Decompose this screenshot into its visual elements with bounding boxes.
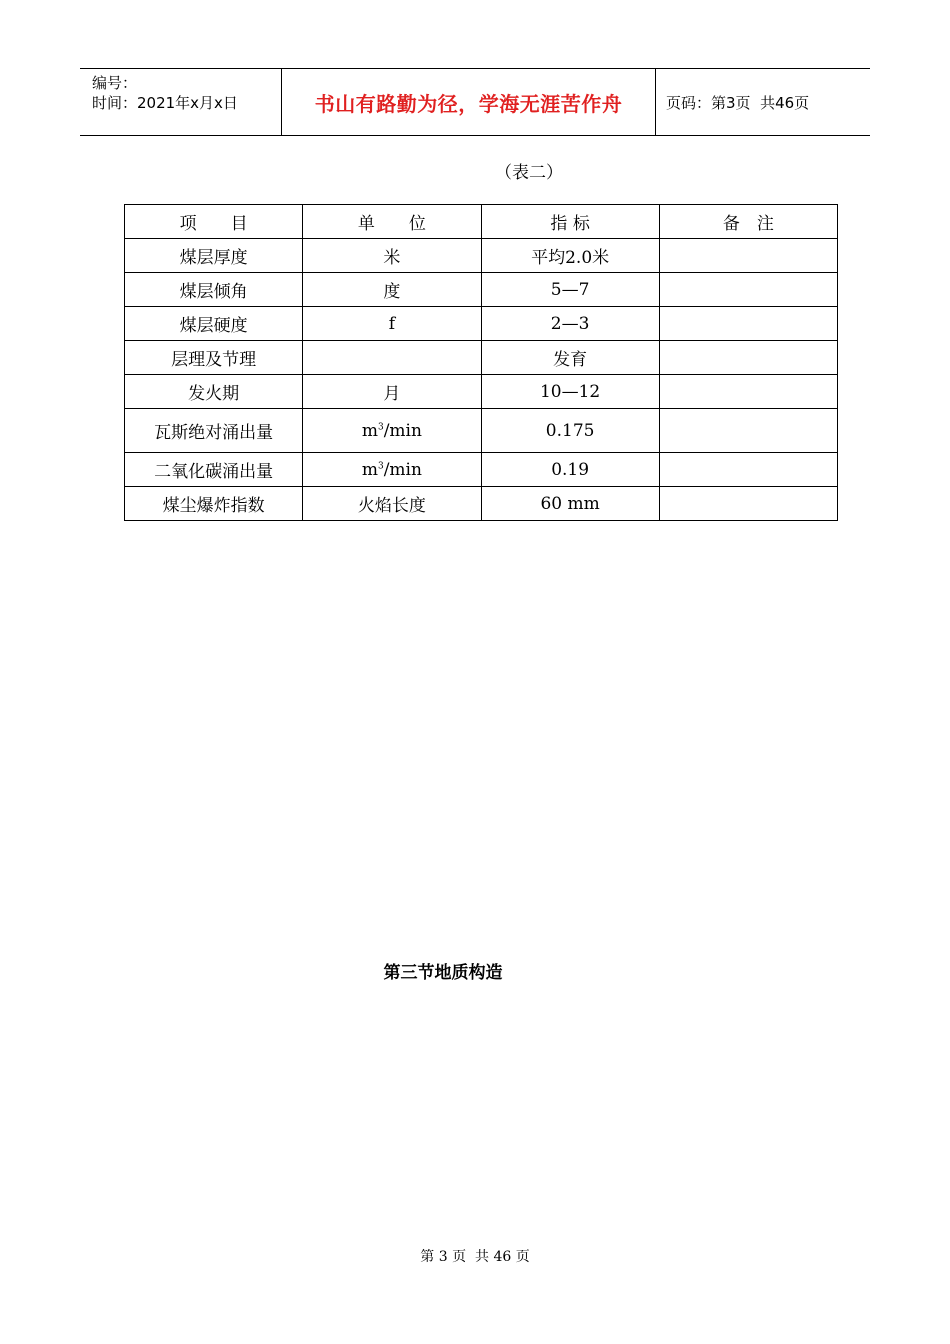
cell-unit: f xyxy=(303,307,481,341)
table-row xyxy=(125,273,838,307)
header-unit: 单 位 xyxy=(303,205,481,239)
header-motto: 书山有路勤为径，学海无涯苦作舟 xyxy=(282,69,656,135)
cell-remarks xyxy=(659,409,837,453)
header-page-info: 页码：第3页 共46页 xyxy=(666,93,810,112)
document-number-label: 编号： xyxy=(92,74,138,92)
header-item: 项 目 xyxy=(125,205,303,239)
cell-remarks xyxy=(659,307,837,341)
cell-item: 层理及节理 xyxy=(125,341,303,375)
header-remarks: 备 注 xyxy=(659,205,837,239)
table-row xyxy=(125,453,838,487)
cell-remarks xyxy=(659,487,837,521)
cell-index: 0.175 xyxy=(481,409,659,453)
table-row xyxy=(125,239,838,273)
cell-item: 煤层倾角 xyxy=(125,273,303,307)
unit-rest: /min xyxy=(383,420,422,441)
cell-index: 5—7 xyxy=(481,273,659,307)
table-row xyxy=(125,487,838,521)
unit-rest: /min xyxy=(383,459,422,480)
cell-remarks xyxy=(659,375,837,409)
cell-unit: 米 xyxy=(303,239,481,273)
cell-index: 2—3 xyxy=(481,307,659,341)
cell-unit-superscript xyxy=(303,409,481,453)
cell-index: 发育 xyxy=(481,341,659,375)
header-meta xyxy=(80,69,282,135)
cell-unit-superscript xyxy=(303,453,481,487)
cell-index: 平均2.0米 xyxy=(481,239,659,273)
table-row xyxy=(125,341,838,375)
cell-unit: 月 xyxy=(303,375,481,409)
cell-unit: 火焰长度 xyxy=(303,487,481,521)
cell-item: 煤层硬度 xyxy=(125,307,303,341)
cell-remarks xyxy=(659,341,837,375)
unit-exponent: 3 xyxy=(377,460,384,471)
cell-item: 二氧化碳涌出量 xyxy=(125,453,303,487)
table-row xyxy=(125,409,838,453)
table-row xyxy=(125,375,838,409)
cell-index: 0.19 xyxy=(481,453,659,487)
cell-remarks xyxy=(659,273,837,307)
cell-item: 瓦斯绝对涌出量 xyxy=(125,409,303,453)
section-title: 第三节地质构造 xyxy=(383,963,503,983)
page-header xyxy=(80,68,870,136)
document-time-label: 时间：2021年x月x日 xyxy=(92,94,238,112)
unit-base: m xyxy=(361,420,378,441)
unit-base: m xyxy=(361,459,378,480)
table-caption: （表二） xyxy=(495,163,563,183)
header-index: 指 标 xyxy=(481,205,659,239)
cell-index: 10—12 xyxy=(481,375,659,409)
cell-item: 煤尘爆炸指数 xyxy=(125,487,303,521)
table-row xyxy=(125,307,838,341)
coal-seam-parameters-table xyxy=(124,204,838,521)
unit-exponent: 3 xyxy=(377,421,384,432)
page-footer: 第 3 页 共 46 页 xyxy=(420,1249,530,1265)
cell-item: 煤层厚度 xyxy=(125,239,303,273)
cell-remarks xyxy=(659,453,837,487)
cell-index: 60 mm xyxy=(481,487,659,521)
cell-unit: 度 xyxy=(303,273,481,307)
cell-item: 发火期 xyxy=(125,375,303,409)
cell-unit xyxy=(303,341,481,375)
cell-remarks xyxy=(659,239,837,273)
table-header-row xyxy=(125,205,838,239)
